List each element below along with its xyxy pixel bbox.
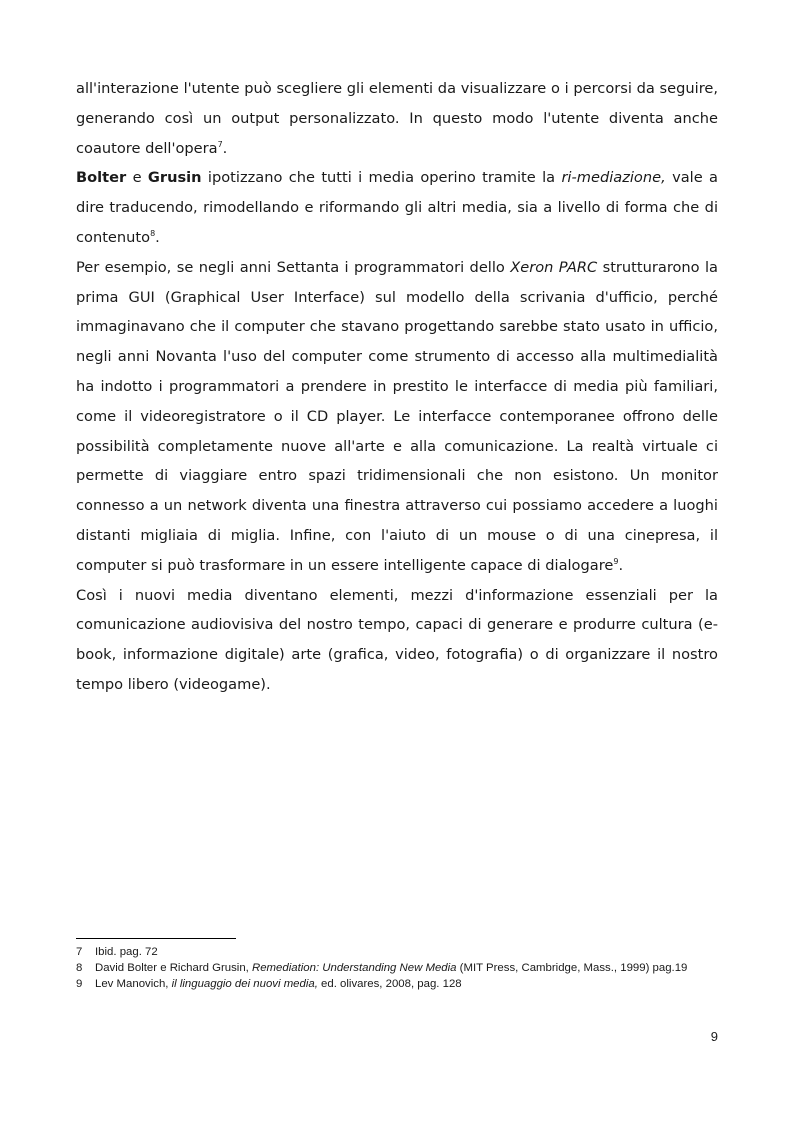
author-name-bolter: Bolter [76,169,127,187]
paragraph-text: ipotizzano che tutti i media operino tramite la [201,169,562,187]
paragraph-2 [76,163,718,252]
footnote-reference[interactable]: 8 [150,229,156,239]
author-name-grusin: Grusin [147,169,202,187]
footnote-8 [76,960,718,976]
footnote-number: 8 [76,962,83,974]
footnote-text: Ibid. pag. 72 [95,946,158,958]
paragraph-text: . [155,228,160,246]
footnote-reference[interactable]: 9 [613,556,619,566]
footnotes [76,944,718,992]
footnote-reference[interactable]: 7 [217,139,223,149]
footnote-text: Lev Manovich, [95,978,172,990]
footnote-9 [76,976,718,992]
paragraph-4 [76,581,718,700]
paragraph-text: all'interazione l'utente può scegliere gli elementi da visualizzare o i percorsi da seguire, generando così un output personalizzato. In questo modo l'utente diventa anche coautore dell'opera [76,80,718,157]
footnote-number: 7 [76,946,83,958]
paragraph-text: strutturarono la prima GUI (Graphical User Interface) sul modello della scrivania d'ufficio, perché immaginavano che il computer che stavano progettando sarebbe stato usato in ufficio, negli anni Novanta l'uso del computer come strumento di accesso alla multimedialità ha indotto i programmatori a prendere in prestito le interfacce di media più familiari, come il videoregistratore o il CD player. Le interfacce contemporanee offrono delle possibilità completamente nuove all'arte e alla comunicazione. La realtà virtuale ci permette di viaggiare entro spazi tridimensionali che non esistono. Un monitor connesso a un network diventa una finestra attraverso cui possiamo accedere a luoghi distanti migliaia di miglia. Infine, con l'aiuto di un mouse o di una cinepresa, il computer si può trasformare in un essere intelligente capace di dialogare [76,258,718,574]
page-number: 9 [710,1029,718,1044]
footnote-text: David Bolter e Richard Grusin, [95,962,252,974]
footnote-7 [76,944,718,960]
footnote-text: (MIT Press, Cambridge, Mass., 1999) pag.19 [456,962,688,974]
paragraph-text: . [618,556,624,574]
paragraph-text: e [126,169,148,187]
footnote-separator [76,938,236,939]
paragraph-text: Per esempio, se negli anni Settanta i programmatori dello [76,258,511,276]
footnote-title: Remediation: Understanding New Media [252,962,457,974]
paragraph-3 [76,253,718,581]
paragraph-text: . [222,139,228,157]
body-text [76,74,718,700]
paragraph-text: vale a dire traducendo, rimodellando e riformando gli altri media, sia a livello di forma che di contenuto [76,169,718,246]
footnote-text: ed. olivares, 2008, pag. 128 [317,978,462,990]
paragraph-text: Così i nuovi media diventano elementi, mezzi d'informazione essenziali per la comunicazione audiovisiva del nostro tempo, capaci di generare e produrre cultura (e-book, informazione digitale) arte (grafica, video, fotografia) o di organizzare il nostro tempo libero (videogame). [76,586,718,693]
emphasis-term: ri-mediazione, [561,169,666,187]
footnote-title: il linguaggio dei nuovi media, [171,978,318,990]
paragraph-1 [76,74,718,163]
emphasis-term: Xeron PARC [510,258,598,276]
footnote-number: 9 [76,978,83,990]
